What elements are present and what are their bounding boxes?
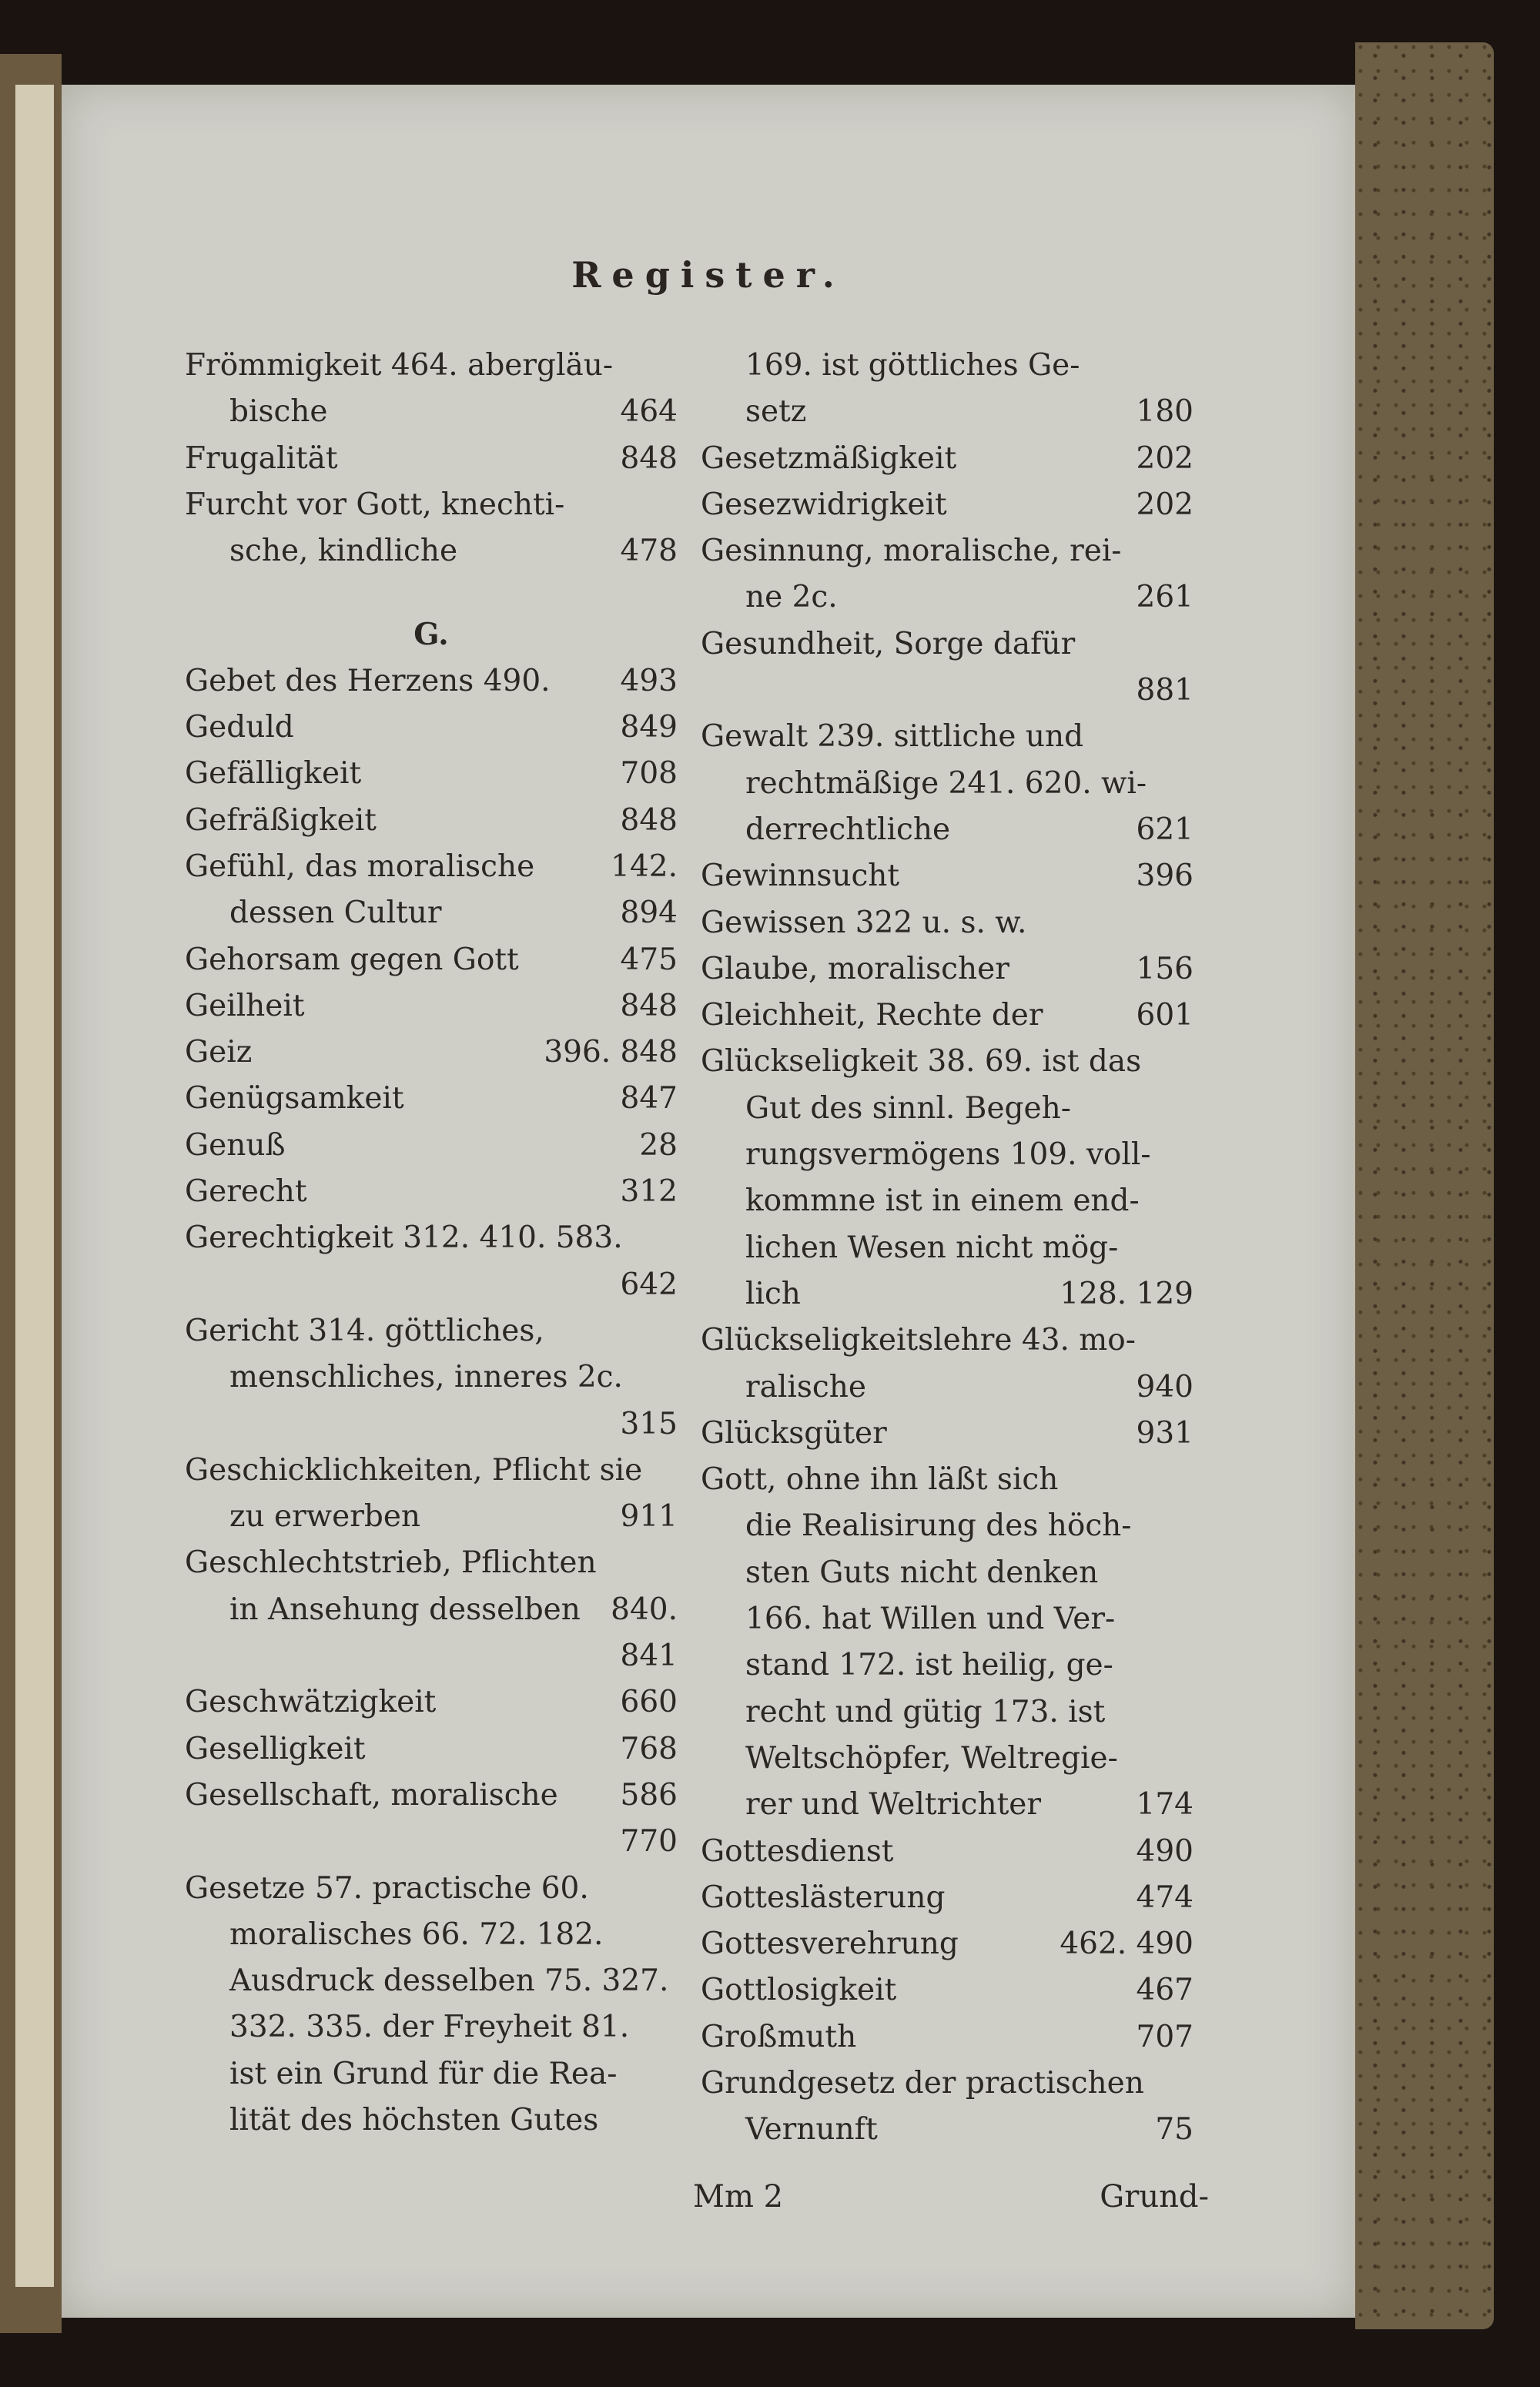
index-term: menschliches, inneres 2c. (229, 1360, 623, 1395)
index-term: sten Guts nicht denken (745, 1555, 1099, 1590)
page-reference: 261 (1136, 580, 1194, 615)
index-line (701, 1596, 1194, 1642)
index-term: Großmuth (701, 2019, 857, 2054)
index-line (701, 1503, 1194, 1549)
index-line (701, 853, 1194, 899)
index-line (701, 1782, 1194, 1828)
index-term: rechtmäßige 241. 620. wi- (745, 765, 1147, 801)
index-line (701, 1039, 1194, 1085)
index-line (701, 528, 1194, 574)
index-line (701, 1271, 1194, 1317)
index-term: Grundgesetz der practischen (701, 2065, 1144, 2101)
index-term: Gesellschaft, moralische (185, 1777, 558, 1813)
index-line (701, 389, 1194, 435)
index-term: kommne ist in einem end- (745, 1183, 1140, 1219)
page-reference: 848 (620, 988, 678, 1023)
index-line (701, 1875, 1194, 1921)
index-line (185, 1029, 678, 1076)
index-line (701, 900, 1194, 946)
page-reference: 642 (620, 1267, 678, 1302)
index-line (185, 1679, 678, 1726)
index-term: Glückseligkeitslehre 43. mo- (701, 1323, 1136, 1358)
index-line (185, 574, 678, 611)
index-term: Gefälligkeit (185, 756, 362, 792)
page-reference: 586 (620, 1777, 678, 1813)
index-line (701, 2014, 1194, 2061)
index-line (701, 2061, 1194, 2107)
index-term: zu erwerben (229, 1499, 421, 1535)
index-line (701, 807, 1194, 853)
index-line (701, 1967, 1194, 2014)
index-line (701, 1689, 1194, 1736)
page-reference: 75 (1155, 2112, 1194, 2148)
index-term: 166. hat Willen und Ver- (745, 1602, 1116, 1637)
index-term: die Realisirung des höch- (745, 1508, 1132, 1544)
index-line (701, 621, 1194, 668)
index-term: Gesinnung, moralische, rei- (701, 534, 1122, 569)
index-term: Gefühl, das moralische (185, 849, 535, 884)
index-line (701, 574, 1194, 621)
index-line (701, 1550, 1194, 1596)
index-term: Gewinnsucht (701, 859, 900, 894)
index-line (701, 1736, 1194, 1782)
index-line (185, 1726, 678, 1773)
page-reference: 848 (620, 440, 678, 476)
facing-page-edge (15, 85, 54, 2287)
page-reference: 28 (639, 1127, 678, 1163)
page-reference: 660 (620, 1685, 678, 1720)
page-reference: 396 (1136, 859, 1194, 894)
index-line (185, 1633, 678, 1679)
index-line (185, 937, 678, 983)
index-line (701, 1317, 1194, 1364)
index-line (185, 1169, 678, 1215)
page-reference: 840. (611, 1592, 678, 1627)
page-reference: 315 (620, 1406, 678, 1441)
index-term: Gerecht (185, 1174, 307, 1210)
page-reference: 621 (1136, 812, 1194, 847)
page-reference: 202 (1136, 487, 1194, 522)
page-reference: 707 (1136, 2019, 1194, 2054)
index-term: derrechtliche (745, 812, 951, 847)
index-term: stand 172. ist heilig, ge- (745, 1648, 1113, 1683)
index-term: ne 2c. (745, 580, 838, 615)
index-line (185, 2051, 678, 2097)
index-line (185, 1587, 678, 1633)
index-line (185, 705, 678, 751)
index-term: Geilheit (185, 988, 305, 1023)
page-reference: 894 (620, 896, 678, 931)
page-reference: 467 (1136, 1973, 1194, 2008)
index-line (185, 751, 678, 797)
index-term: Gerechtigkeit 312. 410. 583. (185, 1220, 623, 1256)
page-reference: 881 (1136, 673, 1194, 708)
index-line (185, 844, 678, 890)
index-term: moralisches 66. 72. 182. (229, 1917, 604, 1952)
index-term: 332. 335. der Freyheit 81. (229, 2010, 630, 2045)
index-line (185, 1215, 678, 1261)
index-line (185, 1308, 678, 1354)
page-reference: 849 (620, 710, 678, 745)
index-line (185, 1262, 678, 1308)
index-line (701, 946, 1194, 993)
book-cover-right (1355, 42, 1494, 2329)
page-reference: 128. 129 (1060, 1276, 1194, 1311)
index-term: Gottesverehrung (701, 1927, 959, 1962)
index-term: 169. ist göttliches Ge- (745, 348, 1080, 383)
index-term: Gotteslästerung (701, 1880, 946, 1915)
page-footer (693, 2179, 1209, 2215)
index-term: Furcht vor Gott, knechti- (185, 487, 565, 522)
index-term: Gesetze 57. practische 60. (185, 1870, 589, 1906)
page-reference: 478 (620, 534, 678, 569)
page-reference: 931 (1136, 1415, 1194, 1451)
index-line (185, 1866, 678, 1912)
index-line (701, 1178, 1194, 1224)
index-term: Gut des sinnl. Begeh- (745, 1090, 1071, 1126)
index-line (185, 343, 678, 389)
index-term: Geschicklichkeiten, Pflicht sie (185, 1452, 643, 1488)
index-term: Geschlechtstrieb, Pflichten (185, 1545, 597, 1581)
book-page (62, 85, 1355, 2318)
page-reference: 770 (620, 1824, 678, 1860)
index-term: Genuß (185, 1127, 286, 1163)
page-reference: 911 (620, 1499, 678, 1535)
index-line (701, 1086, 1194, 1132)
index-term: Gewissen 322 u. s. w. (701, 905, 1027, 940)
index-term: Gewalt 239. sittliche und (701, 719, 1084, 755)
index-term: Gesezwidrigkeit (701, 487, 947, 522)
page-reference: 601 (1136, 998, 1194, 1033)
index-term: rer und Weltrichter (745, 1787, 1041, 1823)
index-line (185, 1819, 678, 1865)
index-term: Gebet des Herzens 490. (185, 663, 551, 698)
section-letter: G. (413, 617, 449, 653)
index-term: Geiz (185, 1035, 253, 1070)
index-line (701, 482, 1194, 528)
page-reference: 312 (620, 1174, 678, 1210)
page-title: Register. (571, 254, 845, 296)
page-reference: 156 (1136, 951, 1194, 986)
page-reference: 768 (620, 1731, 678, 1766)
index-line (701, 1411, 1194, 1457)
index-line (701, 1642, 1194, 1689)
index-term: Genügsamkeit (185, 1081, 404, 1116)
page-reference: 848 (620, 802, 678, 838)
page-reference: 396. 848 (544, 1035, 678, 1070)
index-term: Gesundheit, Sorge dafür (701, 626, 1076, 661)
index-term: sche, kindliche (229, 534, 458, 569)
index-term: Weltschöpfer, Weltregie- (745, 1740, 1118, 1776)
index-column-right (701, 343, 1194, 2154)
index-term: Gefräßigkeit (185, 802, 377, 838)
index-term: Vernunft (745, 2112, 878, 2148)
index-term: rungsvermögens 109. voll- (745, 1137, 1151, 1173)
index-line (701, 714, 1194, 760)
index-line (185, 528, 678, 574)
index-line (701, 343, 1194, 389)
index-line (185, 1076, 678, 1122)
index-line (185, 1958, 678, 2004)
index-line (185, 1123, 678, 1169)
index-term: in Ansehung desselben (229, 1592, 581, 1627)
page-reference: 708 (620, 756, 678, 792)
catchword: Grund- (1100, 2179, 1209, 2215)
index-term: lichen Wesen nicht mög- (745, 1230, 1119, 1265)
page-reference: 464 (620, 394, 678, 430)
index-line (701, 1921, 1194, 1967)
index-line (185, 2004, 678, 2051)
index-line (185, 1773, 678, 1819)
book-cover-left (0, 54, 62, 2333)
index-term: Gericht 314. göttliches, (185, 1313, 544, 1348)
index-line (185, 1401, 678, 1448)
index-line (185, 658, 678, 705)
page-reference: 493 (620, 663, 678, 698)
page-reference: 475 (620, 942, 678, 977)
index-term: ist ein Grund für die Rea- (229, 2056, 618, 2091)
index-line (185, 611, 678, 658)
index-term: Gesetzmäßigkeit (701, 440, 957, 476)
index-term: ralische (745, 1369, 866, 1404)
page-reference: 142. (611, 849, 678, 884)
index-line (701, 1364, 1194, 1411)
index-term: Frugalität (185, 440, 338, 476)
index-term: lität des höchsten Gutes (229, 2102, 599, 2138)
index-line (185, 482, 678, 528)
index-term: Geschwätzigkeit (185, 1685, 437, 1720)
page-reference: 841 (620, 1639, 678, 1674)
index-term: Gottlosigkeit (701, 1973, 897, 2008)
index-line (185, 1448, 678, 1494)
index-term: lich (745, 1276, 801, 1311)
index-term: bische (229, 394, 328, 430)
index-line (185, 436, 678, 482)
index-line (701, 761, 1194, 807)
index-line (185, 890, 678, 936)
index-term: recht und gütig 173. ist (745, 1694, 1106, 1729)
index-line (701, 1829, 1194, 1875)
index-term: Glückseligkeit 38. 69. ist das (701, 1044, 1142, 1080)
index-term: dessen Cultur (229, 896, 442, 931)
signature-mark: Mm 2 (693, 2179, 784, 2215)
index-line (185, 1354, 678, 1401)
index-term: Geduld (185, 710, 294, 745)
index-line (701, 993, 1194, 1039)
index-column-left (185, 343, 678, 2144)
page-reference: 490 (1136, 1833, 1194, 1869)
index-line (185, 1912, 678, 1958)
page-reference: 462. 490 (1060, 1927, 1194, 1962)
index-term: Gleichheit, Rechte der (701, 998, 1043, 1033)
index-line (185, 1540, 678, 1586)
index-line (185, 2097, 678, 2144)
index-line (701, 2107, 1194, 2153)
page-reference: 474 (1136, 1880, 1194, 1915)
index-term: setz (745, 394, 807, 430)
index-line (185, 389, 678, 435)
index-line (701, 1225, 1194, 1271)
index-line (701, 436, 1194, 482)
index-line (185, 983, 678, 1029)
index-term: Geselligkeit (185, 1731, 366, 1766)
index-term: Ausdruck desselben 75. 327. (229, 1964, 669, 1999)
index-line (701, 1132, 1194, 1178)
index-term: Gott, ohne ihn läßt sich (701, 1462, 1059, 1498)
index-line (185, 1494, 678, 1540)
index-line (185, 798, 678, 844)
page-reference: 174 (1136, 1787, 1194, 1823)
page-reference: 180 (1136, 394, 1194, 430)
index-line (701, 668, 1194, 714)
index-term: Gottesdienst (701, 1833, 894, 1869)
index-term: Frömmigkeit 464. abergläu- (185, 348, 613, 383)
index-term: Glaube, moralischer (701, 951, 1009, 986)
index-term: Glücksgüter (701, 1415, 887, 1451)
index-term: Gehorsam gegen Gott (185, 942, 519, 977)
page-reference: 202 (1136, 440, 1194, 476)
page-reference: 847 (620, 1081, 678, 1116)
page-reference: 940 (1136, 1369, 1194, 1404)
index-line (701, 1457, 1194, 1503)
